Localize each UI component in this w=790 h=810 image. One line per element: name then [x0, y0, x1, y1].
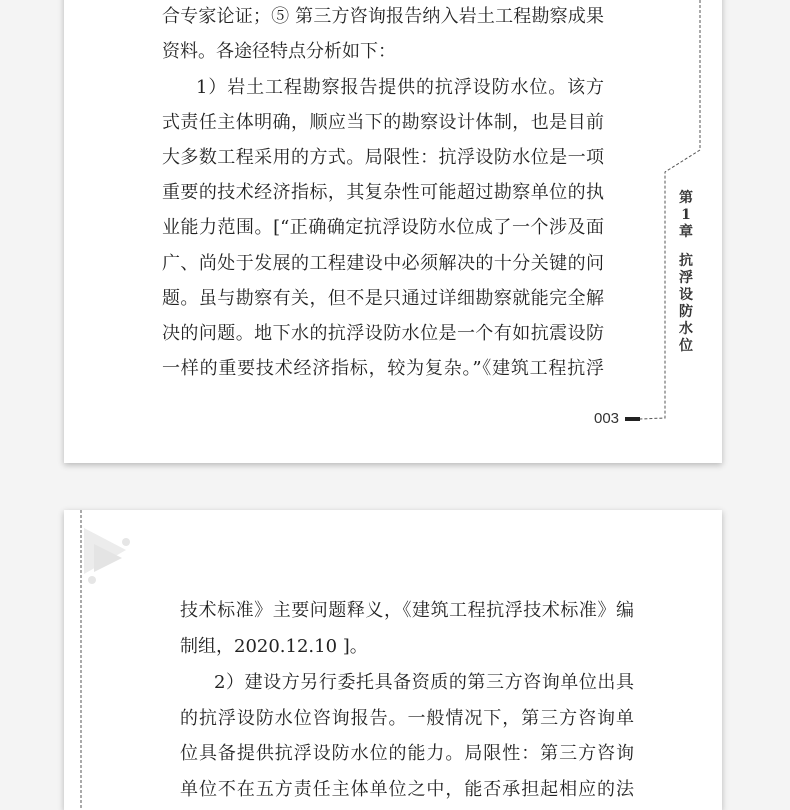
chapter-char: 章	[679, 224, 693, 240]
text-line: 单位不在五方责任主体单位之中，能否承担起相应的法	[180, 779, 634, 800]
page-number: 003	[594, 410, 620, 427]
chapter-char: 浮	[679, 270, 693, 286]
chapter-char: 设	[679, 287, 693, 303]
spacer	[676, 241, 696, 253]
chapter-char: 抗	[679, 253, 693, 269]
chapter-char: 第	[679, 190, 693, 206]
text-line: 2）建设方另行委托具备资质的第三方咨询单位出具	[214, 672, 634, 693]
text-line: 大多数工程采用的方式。局限性：抗浮设防水位是一项	[162, 147, 604, 168]
text-line: 的抗浮设防水位咨询报告。一般情况下，第三方咨询单	[180, 708, 634, 729]
book-page-003	[64, 0, 722, 463]
text-line: 式责任主体明确，顺应当下的勘察设计体制，也是目前	[162, 112, 604, 133]
chapter-char: 防	[679, 304, 693, 320]
book-page-next	[64, 510, 722, 810]
text-line: 技术标准》主要问题释义，《建筑工程抗浮技术标准》编	[180, 600, 634, 621]
text-line: 题。虽与勘察有关，但不是只通过详细勘察就能完全解	[162, 288, 604, 309]
text-line: 合专家论证；⑤ 第三方咨询报告纳入岩土工程勘察成果	[162, 6, 604, 27]
text-line: 业能力范围。[“正确确定抗浮设防水位成了一个涉及面	[162, 217, 604, 238]
page-number-bar	[625, 417, 640, 421]
text-line: 重要的技术经济指标，其复杂性可能超过勘察单位的执	[162, 182, 604, 203]
chapter-label	[676, 190, 696, 355]
chapter-char: 位	[679, 338, 693, 354]
text-line: 1）岩土工程勘察报告提供的抗浮设防水位。该方	[196, 77, 604, 98]
chapter-char: 水	[679, 321, 693, 337]
text-line: 决的问题。地下水的抗浮设防水位是一个有如抗震设防	[162, 323, 604, 344]
text-line: 广、尚处于发展的工程建设中必须解决的十分关键的问	[162, 253, 604, 274]
text-line: 资料。各途径特点分析如下：	[162, 41, 396, 62]
text-line: 制组，2020.12.10 ]。	[180, 636, 368, 657]
text-line: 一样的重要技术经济指标，较为复杂。”《建筑工程抗浮	[162, 358, 604, 379]
chapter-char: 1	[681, 207, 691, 223]
text-line: 位具备提供抗浮设防水位的能力。局限性：第三方咨询	[180, 743, 634, 764]
